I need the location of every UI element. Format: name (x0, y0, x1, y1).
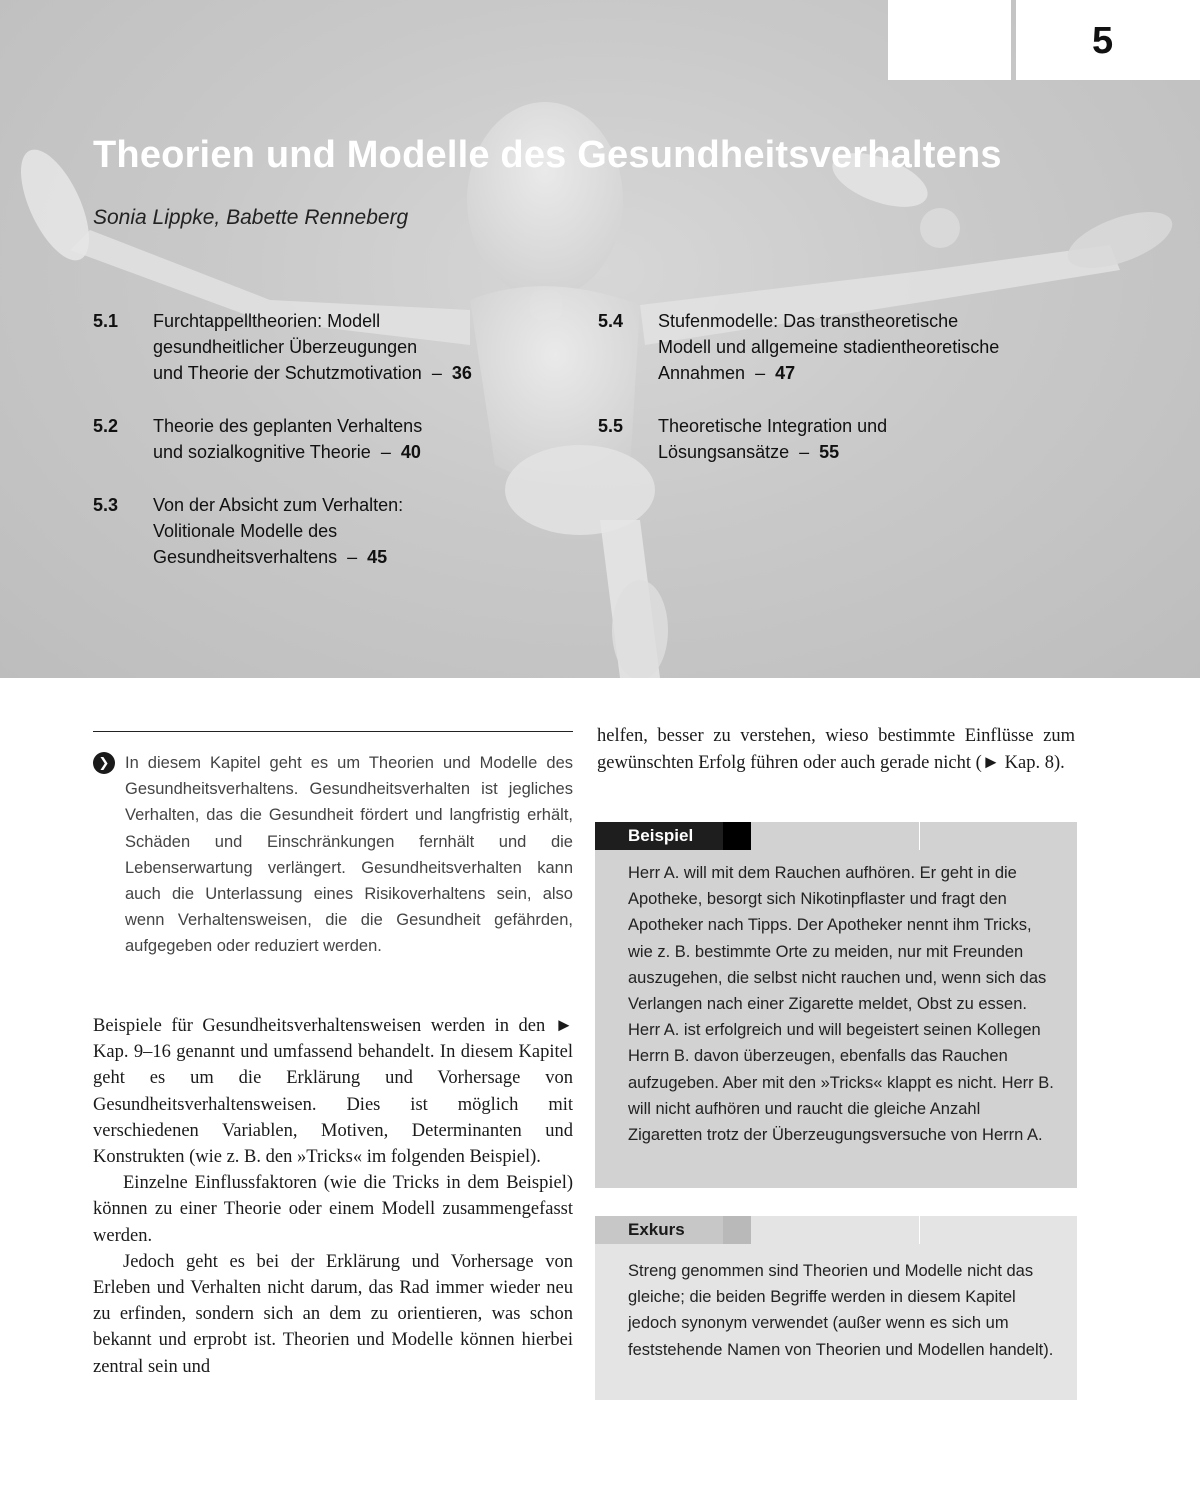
toc-number: 5.3 (93, 495, 119, 515)
toc-line: Furchtappelltheorien: Modell (153, 311, 381, 331)
abstract-divider (93, 731, 573, 732)
toc-line: Von der Absicht zum Verhalten: (153, 495, 404, 515)
toc-line: Stufenmodelle: Das transtheoretische (658, 311, 959, 331)
toc-entry-5-5[interactable] (598, 413, 887, 465)
excursus-box-text: Streng genommen sind Theorien und Modelle nicht das gleiche; die beiden Begriffe werden in diesem Kapitel jedoch synonym verwendet (außer wenn es sich um feststehende Namen von Theorien und Modellen handelt). (628, 1262, 1054, 1359)
toc-line: Volitionale Modelle des (153, 521, 338, 541)
toc-page: 40 (400, 442, 421, 462)
example-box (595, 822, 1077, 1188)
toc-entry-5-3[interactable] (93, 492, 403, 570)
toc-line: Theoretische Integration und (658, 416, 888, 436)
toc-line: Gesundheitsverhaltens (153, 547, 338, 567)
header-tab (723, 1216, 751, 1244)
toc-line: Annahmen (658, 363, 746, 383)
body-paragraph: Einzelne Einflussfaktoren (wie die Tricks in dem Beispiel) können zu einer Theorie oder einem Modell zusammengefasst werden. (93, 1173, 573, 1246)
toc-dash: – (347, 547, 358, 567)
body-paragraph: Beispiele für Gesundheitsverhaltensweisen werden in den ► Kap. 9–16 genannt und umfassend behandelt. In diesem Kapitel geht es um die Erklärung und Vorhersage von Gesundheitsverhaltensweisen. Dies ist möglich mit verschiedenen Variablen, Motiven, Determinanten und Konstrukten (wie z. B. den »Tricks« im folgenden Beispiel). (93, 1016, 573, 1168)
toc-line: Lösungsansätze (658, 442, 790, 462)
toc-dash: – (799, 442, 810, 462)
header-fill (751, 822, 1077, 850)
chapter-title: Theorien und Modelle des Gesundheitsverhaltens (93, 134, 1002, 176)
header-separator (919, 1216, 920, 1244)
toc-dash: – (380, 442, 391, 462)
chapter-number: 5 (1092, 20, 1114, 62)
chapter-authors: Sonia Lippke, Babette Renneberg (93, 206, 409, 229)
toc-number: 5.1 (93, 311, 119, 331)
body-paragraph: Jedoch geht es bei der Erklärung und Vorhersage von Erleben und Verhalten nicht darum, das Rad immer wieder neu zu erfinden, sondern sich an dem zu orientieren, was schon bekannt und erprobt ist. Theorien und Modelle können hierbei zentral sein und (93, 1251, 573, 1377)
toc-page: 36 (451, 363, 472, 383)
toc-line: und sozialkognitive Theorie (153, 442, 371, 462)
chapter-header-image (0, 0, 1200, 678)
chapter-abstract (93, 750, 573, 960)
toc-page: 47 (775, 363, 796, 383)
chevron-right-icon: ❯ (93, 752, 115, 774)
toc-line: Theorie des geplanten Verhaltens (153, 416, 423, 436)
toc-line: und Theorie der Schutzmotivation (153, 363, 422, 383)
header-separator (919, 822, 920, 850)
toc-entry-5-2[interactable] (93, 413, 422, 465)
example-box-label: Beispiel (595, 822, 723, 850)
excursus-box (595, 1216, 1077, 1400)
toc-dash: – (755, 363, 766, 383)
toc-page: 55 (819, 442, 840, 462)
example-box-text: Herr A. will mit dem Rauchen aufhören. Er geht in die Apotheke, besorgt sich Nikotinpflaster und fragt den Apotheker nach Tipps. Der Apotheker nennt ihm Tricks, wie z. B. bestimmte Orte zu meiden, nur mit Freunden auszugehen, die selbst nicht rauchen und, wenn sich das Verlangen nach einer Zigarette meldet, Obst zu essen. Herr A. ist erfolgreich und will begeistert seinen Kollegen Herrn B. davon überzeugen, ebenfalls das Rauchen aufzugeben. Aber mit den »Tricks« klappt es nicht. Herr B. will nicht aufhören und raucht die gleiche Anzahl Zigaretten trotz der Überzeugungsversuche von Herrn A. (628, 864, 1054, 1145)
toc-entry-5-1[interactable] (93, 308, 472, 386)
body-paragraph: helfen, besser zu verstehen, wieso bestimmte Einflüsse zum gewünschten Erfolg führen oder auch gerade nicht (► Kap. 8). (597, 726, 1075, 773)
toc-dash: – (431, 363, 442, 383)
example-box-header (595, 822, 1077, 850)
excursus-box-header (595, 1216, 1077, 1244)
excursus-box-label: Exkurs (595, 1216, 723, 1244)
toc-number: 5.2 (93, 416, 119, 436)
header-tab (723, 822, 751, 850)
toc-number: 5.5 (598, 416, 624, 436)
body-text-left (93, 1013, 573, 1380)
header-fill (751, 1216, 1077, 1244)
toc-entry-5-4[interactable] (598, 308, 999, 386)
abstract-text: In diesem Kapitel geht es um Theorien und Modelle des Gesundheitsverhaltens. Gesundheitsverhalten ist jegliches Verhalten, das die Gesundheit fördert und langfristig erhält, Schäden und Einschränkungen fernhält und die Lebenserwartung verlängert. Gesundheitsverhalten kann auch die Unterlassung eines Risikoverhaltens sein, also wenn Verhaltensweisen, die die Gesundheit gefährden, aufgegeben oder reduziert werden. (125, 754, 573, 956)
body-text-right (597, 723, 1075, 776)
toc-page: 45 (367, 547, 388, 567)
toc-number: 5.4 (598, 311, 624, 331)
toc-line: Modell und allgemeine stadientheoretische (658, 337, 1000, 357)
chapter-tab-left (888, 0, 1011, 80)
toc-line: gesundheitlicher Überzeugungen (153, 337, 418, 357)
